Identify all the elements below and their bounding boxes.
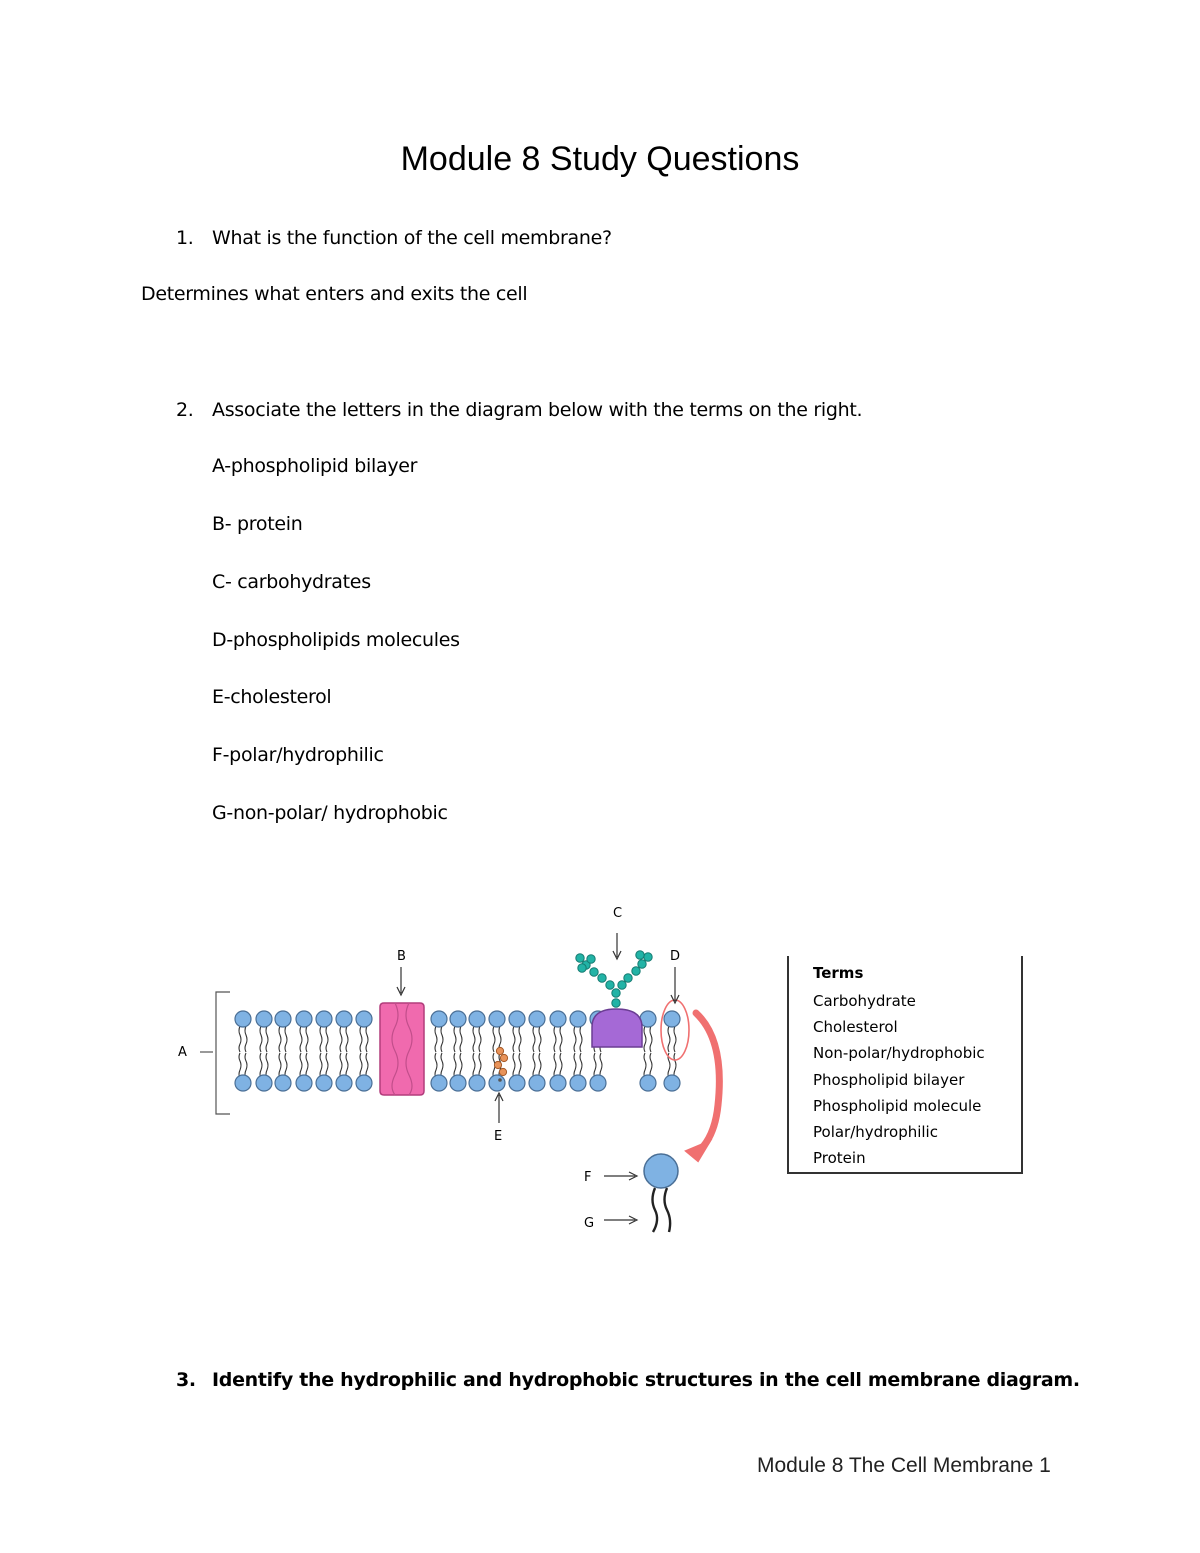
phospholipid-head <box>316 1075 332 1091</box>
lipid-tail <box>554 1026 556 1052</box>
carbohydrate-unit <box>644 953 652 961</box>
carbohydrate-unit <box>618 981 626 989</box>
phospholipid-head <box>235 1011 251 1027</box>
answer-item-c: C- carbohydrates <box>212 571 371 593</box>
lipid-tail <box>279 1026 281 1052</box>
answer-item-d: D-phospholipids molecules <box>212 629 460 651</box>
terms-heading: Terms <box>813 964 864 982</box>
page-title: Module 8 Study Questions <box>400 140 800 178</box>
phospholipid-head <box>336 1075 352 1091</box>
lipid-tail <box>460 1026 462 1052</box>
lipid-tail <box>306 1026 308 1052</box>
carbohydrate-unit <box>632 967 640 975</box>
carbohydrate-unit <box>624 974 632 982</box>
label-d: D <box>670 949 681 964</box>
curved-arrow-head <box>686 1141 710 1161</box>
lipid-tail <box>360 1026 362 1052</box>
lipid-tail <box>320 1026 322 1052</box>
single-phospholipid-tail <box>653 1188 658 1232</box>
phospholipid-head <box>590 1075 606 1091</box>
label-g: G <box>584 1216 595 1231</box>
lipid-tail <box>519 1026 521 1052</box>
phospholipid-head <box>450 1011 466 1027</box>
question-number: 1. <box>176 227 194 249</box>
terms-box <box>787 956 1023 1174</box>
carbohydrate-unit <box>638 960 646 968</box>
cholesterol-tip <box>498 1078 502 1082</box>
cholesterol-ring <box>499 1068 506 1075</box>
lipid-tail <box>580 1026 582 1052</box>
lipid-tail <box>266 1026 268 1052</box>
term-item: Phospholipid bilayer <box>813 1070 965 1089</box>
answer-item-b: B- protein <box>212 513 303 535</box>
lipid-tail <box>668 1026 670 1052</box>
answer-item-a: A-phospholipid bilayer <box>212 455 418 477</box>
phospholipid-head <box>529 1011 545 1027</box>
carbohydrate-unit <box>578 964 586 972</box>
lipid-tail <box>239 1026 241 1052</box>
carbohydrate-unit <box>587 955 595 963</box>
phospholipid-head <box>469 1011 485 1027</box>
label-a: A <box>178 1045 187 1060</box>
lipid-tail <box>260 1026 262 1052</box>
lipid-tail <box>650 1026 652 1052</box>
lipid-tail <box>346 1026 348 1052</box>
phospholipid-head <box>509 1075 525 1091</box>
cholesterol-ring <box>500 1054 507 1061</box>
lipid-tail <box>533 1026 535 1052</box>
lipid-tail <box>326 1026 328 1052</box>
phospholipid-head <box>664 1075 680 1091</box>
lipid-tail <box>674 1026 676 1052</box>
term-item: Carbohydrate <box>813 992 916 1010</box>
answer-item-e: E-cholesterol <box>212 686 332 708</box>
term-item: Protein <box>813 1149 866 1168</box>
lipid-tail <box>245 1026 247 1052</box>
carbohydrate-unit <box>598 974 606 982</box>
phospholipid-head <box>296 1011 312 1027</box>
integral-protein <box>380 1003 424 1095</box>
cholesterol-ring <box>494 1061 501 1068</box>
single-phospholipid-head <box>644 1154 678 1188</box>
lipid-tail <box>441 1026 443 1052</box>
phospholipid-head <box>256 1075 272 1091</box>
phospholipid-head <box>489 1075 505 1091</box>
question-text: Associate the letters in the diagram below with the terms on the right. <box>212 399 863 421</box>
phospholipid-bilayer <box>235 951 719 1232</box>
phospholipid-head <box>356 1075 372 1091</box>
lipid-tail <box>300 1026 302 1052</box>
phospholipid-head <box>431 1075 447 1091</box>
lipid-tail <box>285 1026 287 1052</box>
cholesterol-ring <box>496 1047 503 1054</box>
lipid-tail <box>493 1026 495 1052</box>
label-e: E <box>494 1129 503 1144</box>
lipid-tail <box>366 1026 368 1052</box>
answer-1: Determines what enters and exits the cell <box>141 283 528 305</box>
lipid-tail <box>574 1026 576 1052</box>
carbohydrate-unit <box>636 951 644 959</box>
phospholipid-head <box>296 1075 312 1091</box>
phospholipid-head <box>550 1011 566 1027</box>
phospholipid-head <box>529 1075 545 1091</box>
lipid-tail <box>473 1026 475 1052</box>
phospholipid-head <box>431 1011 447 1027</box>
lipid-tail <box>435 1026 437 1052</box>
term-item: Polar/hydrophilic <box>813 1123 938 1142</box>
bilayer-bracket <box>216 992 230 1114</box>
lipid-tail <box>340 1026 342 1052</box>
lipid-tail <box>479 1026 481 1052</box>
question-2 <box>176 399 863 421</box>
question-1 <box>176 227 612 249</box>
carbohydrate-unit <box>590 968 598 976</box>
phospholipid-head <box>469 1075 485 1091</box>
lipid-tail <box>513 1026 515 1052</box>
label-c: C <box>613 906 623 921</box>
question-text: Identify the hydrophilic and hydrophobic structures in the cell membrane diagram. <box>212 1369 1080 1391</box>
phospholipid-head <box>570 1011 586 1027</box>
carbohydrate-unit <box>576 954 584 962</box>
lipid-tail <box>539 1026 541 1052</box>
phospholipid-head <box>550 1075 566 1091</box>
curved-arrow <box>696 1013 719 1150</box>
phospholipid-head <box>235 1075 251 1091</box>
phospholipid-head <box>356 1011 372 1027</box>
lipid-tail <box>644 1026 646 1052</box>
carbohydrate-unit <box>606 981 614 989</box>
glycoprotein <box>592 1009 642 1047</box>
phospholipid-head <box>450 1075 466 1091</box>
answer-item-f: F-polar/hydrophilic <box>212 744 384 766</box>
phospholipid-head <box>640 1075 656 1091</box>
phospholipid-head <box>509 1011 525 1027</box>
question-number: 2. <box>176 399 194 421</box>
phospholipid-head <box>316 1011 332 1027</box>
answer-item-g: G-non-polar/ hydrophobic <box>212 802 448 824</box>
phospholipid-head <box>256 1011 272 1027</box>
label-b: B <box>397 949 406 964</box>
lipid-tail <box>454 1026 456 1052</box>
question-number: 3. <box>176 1369 196 1391</box>
label-f: F <box>584 1170 592 1185</box>
phospholipid-head <box>489 1011 505 1027</box>
page-footer: Module 8 The Cell Membrane 1 <box>757 1454 1051 1477</box>
phospholipid-head <box>275 1011 291 1027</box>
term-item: Cholesterol <box>813 1018 898 1037</box>
term-item: Non-polar/hydrophobic <box>813 1044 985 1063</box>
phospholipid-head <box>336 1011 352 1027</box>
phospholipid-head <box>275 1075 291 1091</box>
carbohydrate-unit <box>612 989 620 997</box>
phospholipid-head <box>664 1011 680 1027</box>
carbohydrate-unit <box>612 999 620 1007</box>
single-phospholipid-tail <box>665 1188 671 1232</box>
cell-membrane-diagram <box>170 895 730 1245</box>
question-text: What is the function of the cell membrane? <box>212 227 612 249</box>
phospholipid-head <box>570 1075 586 1091</box>
lipid-tail <box>560 1026 562 1052</box>
term-item: Phospholipid molecule <box>813 1096 982 1115</box>
question-3 <box>176 1369 1080 1391</box>
